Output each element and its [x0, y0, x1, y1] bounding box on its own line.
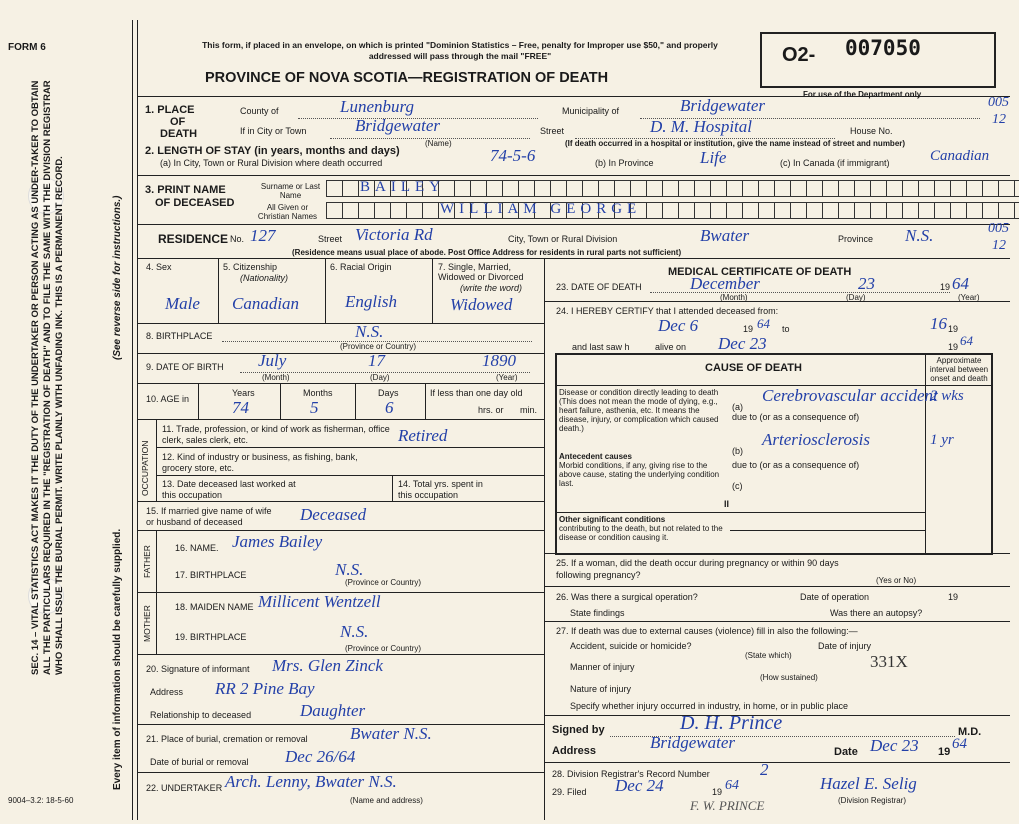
- cause-c-label: (c): [732, 481, 743, 491]
- letter-box: [870, 180, 887, 197]
- age-months: 5: [310, 398, 319, 417]
- letter-box: [950, 180, 967, 197]
- given-boxes: [326, 202, 1019, 219]
- dod-year: 64: [952, 274, 969, 293]
- letter-box: [886, 202, 903, 219]
- dept-code: 12: [992, 112, 1006, 127]
- letter-box: [486, 180, 503, 197]
- letter-box: [326, 180, 343, 197]
- residence-city-label: City, Town or Rural Division: [508, 234, 618, 244]
- burial-place-label: 21. Place of burial, cremation or removal: [146, 734, 308, 744]
- age-days: 6: [385, 398, 394, 417]
- letter-box: [838, 180, 855, 197]
- place-label: DEATH: [160, 128, 198, 140]
- mother-side-label: MOTHER: [142, 605, 152, 642]
- external-causes-label: 27. If death was due to external causes (violence) fill in also the following:—: [556, 626, 858, 636]
- letter-box: [806, 202, 823, 219]
- hrs-label: hrs. or: [478, 405, 504, 415]
- occupation-11-label: 11. Trade, profession, or kind of work as fisherman, office clerk, sales clerk, etc.: [162, 424, 390, 445]
- letter-box: [678, 202, 695, 219]
- dob-label: 9. DATE OF BIRTH: [146, 362, 224, 372]
- race-value: English: [345, 292, 397, 311]
- attended-yr-prefix: 19: [743, 324, 754, 334]
- birthplace-label: 8. BIRTHPLACE: [146, 331, 213, 341]
- md-label: M.D.: [958, 726, 982, 738]
- to-label: to: [782, 324, 790, 334]
- dob-month: July: [258, 351, 287, 370]
- father-name-label: 16. NAME.: [175, 543, 219, 553]
- letter-box: [518, 180, 535, 197]
- dod-day-caption: (Day): [846, 293, 866, 302]
- letter-box: [966, 202, 983, 219]
- residence-street: Victoria Rd: [355, 225, 433, 244]
- less-than-day-label: If less than one day old: [430, 388, 523, 398]
- surgery-label: 26. Was there a surgical operation?: [556, 592, 698, 602]
- age-years: 74: [232, 398, 249, 417]
- letter-box: [886, 180, 903, 197]
- letter-box: [854, 180, 871, 197]
- dod-day: 23: [858, 274, 875, 293]
- name-label: 3. PRINT NAME: [145, 184, 226, 196]
- letter-box: [918, 180, 935, 197]
- cause-b-label: (b): [732, 446, 743, 456]
- informant-sig-label: 20. Signature of informant: [146, 664, 250, 674]
- father-bp-caption: (Province or Country): [345, 578, 422, 587]
- undertaker-label: 22. UNDERTAKER: [146, 783, 223, 793]
- letter-box: [598, 180, 615, 197]
- letter-box: [998, 180, 1015, 197]
- alive-on-value: Dec 23: [718, 334, 767, 353]
- interval-header: Approximate interval between onset and death: [929, 356, 989, 383]
- letter-box: [790, 180, 807, 197]
- letter-box: [966, 180, 983, 197]
- citizenship-label: 5. Citizenship: [223, 262, 278, 272]
- letter-box: [774, 202, 791, 219]
- letter-box: [470, 180, 487, 197]
- letter-box: [550, 180, 567, 197]
- letter-box: [742, 180, 759, 197]
- department-use-label: For use of the Department only: [803, 90, 922, 99]
- filed-year: 64: [725, 778, 739, 793]
- citizenship-value: Canadian: [232, 294, 300, 313]
- certify-label: 24. I HEREBY CERTIFY that I attended deceased from:: [556, 306, 779, 316]
- letter-box: [646, 202, 663, 219]
- dod-label: 23. DATE OF DEATH: [556, 282, 642, 292]
- informant-rel-label: Relationship to deceased: [150, 710, 252, 720]
- stay-a-label: (a) In City, Town or Rural Division where death occurred: [160, 158, 383, 168]
- occupation-12-label: 12. Kind of industry or business, as fishing, bank, grocery store, etc.: [162, 452, 358, 473]
- filed-date: Dec 24: [615, 776, 664, 795]
- pregnancy-label: 25. If a woman, did the death occur during pregnancy or within 90 days following pregnancy?: [556, 558, 839, 580]
- letter-box: [822, 180, 839, 197]
- manner-label: Manner of injury: [570, 662, 635, 672]
- dept-code: 005: [988, 95, 1009, 110]
- letter-box: [694, 180, 711, 197]
- physician-yr-prefix: 19: [938, 746, 951, 758]
- letter-box: [326, 202, 343, 219]
- county-value: Lunenburg: [340, 97, 414, 116]
- residence-no-label: No.: [230, 234, 245, 244]
- dod-year-prefix: 19: [940, 282, 951, 292]
- letter-box: [582, 180, 599, 197]
- stay-b-label: (b) In Province: [595, 158, 654, 168]
- mother-name-label: 18. MAIDEN NAME: [175, 602, 254, 612]
- letter-box: [950, 202, 967, 219]
- marital-label: 7. Single, Married, Widowed or Divorced: [438, 262, 524, 282]
- letter-box: [934, 202, 951, 219]
- sex-value: Male: [165, 294, 200, 313]
- letter-box: [854, 202, 871, 219]
- occupation-13-label: 13. Date deceased last worked at this occupation: [162, 479, 296, 500]
- dept-code: 12: [992, 238, 1006, 253]
- days-label: Days: [378, 388, 399, 398]
- residence-city: Bwater: [700, 226, 750, 245]
- letter-box: [662, 180, 679, 197]
- antecedent-label: Antecedent causes: [559, 452, 632, 461]
- residence-no: 127: [250, 226, 276, 245]
- operation-yr-prefix: 19: [948, 592, 959, 602]
- place-label: 1. PLACE: [145, 104, 195, 116]
- attended-to: 16: [930, 314, 947, 333]
- stay-b-value: Life: [700, 148, 727, 167]
- municipality-value: Bridgewater: [680, 96, 765, 115]
- given-value: WILLIAM GEORGE: [440, 201, 642, 217]
- letter-box: [534, 180, 551, 197]
- hospital-note: (If death occurred in a hospital or institution, give the name instead of street and number): [565, 139, 906, 148]
- letter-box: [742, 202, 759, 219]
- years-label: Years: [232, 388, 255, 398]
- filed-yr-prefix: 19: [712, 787, 723, 797]
- alive-yr-prefix: 19: [948, 342, 959, 352]
- record-number-label: 28. Division Registrar's Record Number: [552, 769, 710, 779]
- physician-signature: D. H. Prince: [680, 712, 783, 734]
- undertaker-value: Arch. Lenny, Bwater N.S.: [225, 772, 397, 791]
- residence-label: RESIDENCE: [158, 232, 229, 246]
- dod-month: December: [690, 274, 760, 293]
- county-label: County of: [240, 106, 279, 116]
- filed-label: 29. Filed: [552, 787, 587, 797]
- letter-box: [614, 180, 631, 197]
- physician-addr-label: Address: [552, 745, 597, 757]
- father-bp: N.S.: [335, 560, 364, 579]
- letter-box: [726, 202, 743, 219]
- letter-box: [710, 180, 727, 197]
- marital-sub: (write the word): [460, 283, 523, 293]
- letter-box: [710, 202, 727, 219]
- registration-number: 007050: [845, 36, 921, 60]
- alive-on-label: alive on: [655, 342, 687, 352]
- residence-street-label: Street: [318, 234, 343, 244]
- father-bp-label: 17. BIRTHPLACE: [175, 570, 247, 580]
- letter-box: [758, 180, 775, 197]
- letter-box: [998, 202, 1015, 219]
- dob-day: 17: [368, 351, 385, 370]
- mother-name: Millicent Wentzell: [258, 592, 381, 611]
- mother-bp-caption: (Province or Country): [345, 644, 422, 653]
- undertaker-caption: (Name and address): [350, 796, 423, 805]
- stamp-code: 331X: [870, 652, 908, 671]
- min-label: min.: [520, 405, 538, 415]
- cause-b-interval: 1 yr: [930, 432, 954, 448]
- antecedent-sub: Morbid conditions, if any, giving rise to the above cause, stating the underlying condition last.: [559, 461, 720, 488]
- act-notice: SEC. 14 – VITAL STATISTICS ACT MAKES IT THE DUTY OF THE UNDERTAKER OR PERSON ACTING AS UNDER-TAKER TO OBTAIN ALL THE PARTICULARS REQUIRED IN THE "REGISTRATION OF DEATH" AND TO FILE THE SAME WITH THE DIVISION REGISTRAR WHO SHALL ISSUE THE BURIAL PERMIT. WRITE PLAINLY WITH UNFADING INK. THIS IS A PERMANENT RECORD.: [30, 80, 65, 675]
- other-conditions-sub: contributing to the death, but not related to the disease or condition causing it.: [559, 524, 723, 542]
- informant-address: RR 2 Pine Bay: [215, 679, 315, 698]
- cause-title: CAUSE OF DEATH: [705, 362, 802, 374]
- occupation-11-value: Retired: [398, 426, 448, 445]
- surname-label: Surname or Last Name: [260, 182, 321, 200]
- letter-box: [374, 202, 391, 219]
- informant-relationship: Daughter: [300, 701, 366, 720]
- cause-a-label: (a): [732, 402, 743, 412]
- street-value: D. M. Hospital: [650, 117, 752, 136]
- letter-box: [662, 202, 679, 219]
- letter-box: [934, 180, 951, 197]
- registration-prefix: O2-: [782, 44, 816, 66]
- residence-prov: N.S.: [905, 226, 934, 245]
- form-title: PROVINCE OF NOVA SCOTIA—REGISTRATION OF DEATH: [205, 70, 609, 86]
- registrar-signature: Hazel E. Selig: [820, 774, 917, 793]
- city-value: Bridgewater: [355, 116, 440, 135]
- place-label: OF: [170, 116, 186, 128]
- occupation-side-label: OCCUPATION: [140, 440, 150, 496]
- stay-a-value: 74-5-6: [490, 146, 536, 165]
- letter-box: [406, 202, 423, 219]
- letter-box: [630, 180, 647, 197]
- letter-box: [1014, 202, 1019, 219]
- physician-date-label: Date: [834, 746, 858, 758]
- attended-from-year: 64: [757, 316, 770, 331]
- medical-title: MEDICAL CERTIFICATE OF DEATH: [668, 266, 852, 278]
- street-label: Street: [540, 126, 565, 136]
- letter-box: [982, 180, 999, 197]
- record-number: 2: [760, 760, 769, 779]
- part-two-label: II: [724, 499, 730, 509]
- letter-box: [390, 202, 407, 219]
- letter-box: [358, 202, 375, 219]
- operation-date-label: Date of operation: [800, 592, 870, 602]
- citizenship-sub: (Nationality): [240, 273, 289, 283]
- birthplace-value: N.S.: [355, 322, 384, 341]
- age-label: 10. AGE in: [146, 394, 190, 404]
- other-conditions-label: Other significant conditions: [559, 515, 666, 524]
- mother-bp-label: 19. BIRTHPLACE: [175, 632, 247, 642]
- city-label: If in City or Town: [240, 126, 307, 136]
- mail-notice: This form, if placed in an envelope, on which is printed "Dominion Statistics – Free, penalty for Improper use $50," and properly addressed will pass through the mail "FREE": [202, 40, 718, 61]
- reverse-notice: (See reverse side for instructions.): [112, 195, 123, 360]
- municipality-label: Municipality of: [562, 106, 620, 116]
- burial-date-label: Date of burial or removal: [150, 757, 249, 767]
- months-label: Months: [303, 388, 333, 398]
- yes-no-caption: (Yes or No): [876, 576, 917, 585]
- letter-box: [726, 180, 743, 197]
- findings-label: State findings: [570, 608, 625, 618]
- dob-month-caption: (Month): [262, 373, 290, 382]
- letter-box: [422, 202, 439, 219]
- fw-prince-stamp: F. W. PRINCE: [690, 798, 765, 813]
- due-to-label: due to (or as a consequence of): [732, 412, 860, 422]
- stay-c-label: (c) In Canada (if immigrant): [780, 158, 890, 168]
- due-to-label: due to (or as a consequence of): [732, 460, 860, 470]
- burial-place: Bwater N.S.: [350, 724, 432, 743]
- letter-box: [646, 180, 663, 197]
- spouse-label: 15. If married give name of wife or husband of deceased: [146, 506, 272, 527]
- attended-to-prefix: 19: [948, 324, 959, 334]
- physician-year: 64: [952, 736, 967, 752]
- letter-box: [694, 202, 711, 219]
- letter-box: [774, 180, 791, 197]
- letter-box: [806, 180, 823, 197]
- footer-code: 9004–3.2: 18-5-60: [8, 796, 74, 805]
- letter-box: [1014, 180, 1019, 197]
- letter-box: [342, 202, 359, 219]
- physician-date: Dec 23: [870, 736, 919, 755]
- spouse-value: Deceased: [300, 505, 367, 524]
- letter-box: [870, 202, 887, 219]
- letter-box: [790, 202, 807, 219]
- surname-value: BAILEY: [360, 179, 445, 195]
- stay-c-value: Canadian: [930, 148, 990, 164]
- race-label: 6. Racial Origin: [330, 262, 392, 272]
- given-label: All Given or Christian Names: [257, 203, 318, 221]
- informant-signature: Mrs. Glen Zinck: [272, 656, 383, 675]
- how-caption: (How sustained): [760, 673, 818, 682]
- autopsy-label: Was there an autopsy?: [830, 608, 923, 618]
- dob-year: 1890: [482, 351, 516, 370]
- informant-addr-label: Address: [150, 687, 184, 697]
- alive-year: 64: [960, 333, 973, 348]
- dob-day-caption: (Day): [370, 373, 390, 382]
- house-label: House No.: [850, 126, 893, 136]
- injury-date-label: Date of injury: [818, 641, 872, 651]
- signed-label: Signed by: [552, 724, 605, 736]
- occupation-14-label: 14. Total yrs. spent in this occupation: [398, 479, 483, 500]
- letter-box: [678, 180, 695, 197]
- specify-label: Specify whether injury occurred in industry, in home, or in public place: [570, 701, 848, 711]
- nature-label: Nature of injury: [570, 684, 632, 694]
- letter-box: [454, 180, 471, 197]
- letter-box: [758, 202, 775, 219]
- last-saw-label: and last saw h: [572, 342, 630, 352]
- supply-notice: Every item of information should be carefully supplied.: [112, 528, 123, 790]
- dod-year-caption: (Year): [958, 293, 980, 302]
- letter-box: [342, 180, 359, 197]
- marital-value: Widowed: [450, 295, 513, 314]
- disease-label: Disease or condition directly leading to death (This does not mean the mode of dying, e.g., heart failure, asthenia, etc. It means the disease, injury, or complication which caused death.): [559, 388, 719, 433]
- letter-box: [902, 180, 919, 197]
- letter-box: [902, 202, 919, 219]
- father-name: James Bailey: [232, 532, 323, 551]
- letter-box: [982, 202, 999, 219]
- residence-prov-label: Province: [838, 234, 874, 244]
- dod-month-caption: (Month): [720, 293, 748, 302]
- father-side-label: FATHER: [142, 545, 152, 578]
- dob-year-caption: (Year): [496, 373, 518, 382]
- state-which-caption: (State which): [745, 651, 792, 660]
- mother-bp: N.S.: [340, 622, 369, 641]
- form-number: FORM 6: [8, 42, 46, 53]
- attended-from: Dec 6: [658, 316, 699, 335]
- name-label: OF DECEASED: [155, 197, 235, 209]
- birthplace-caption: (Province or Country): [340, 342, 417, 351]
- stay-label: 2. LENGTH OF STAY (in years, months and days): [145, 145, 400, 157]
- registrar-caption: (Division Registrar): [838, 796, 907, 805]
- letter-box: [838, 202, 855, 219]
- cause-a-value: Cerebrovascular accident: [762, 386, 938, 405]
- cause-a-interval: 2 wks: [930, 388, 964, 404]
- letter-box: [502, 180, 519, 197]
- sex-label: 4. Sex: [146, 262, 172, 272]
- letter-box: [822, 202, 839, 219]
- letter-box: [918, 202, 935, 219]
- cause-b-value: Arteriosclerosis: [762, 430, 870, 449]
- dept-code: 005: [988, 221, 1009, 236]
- accident-label: Accident, suicide or homicide?: [570, 641, 692, 651]
- letter-box: [566, 180, 583, 197]
- city-caption: (Name): [425, 139, 452, 148]
- physician-address: Bridgewater: [650, 733, 735, 752]
- burial-date: Dec 26/64: [285, 747, 356, 766]
- residence-note: (Residence means usual place of abode. Post Office Address for residents in rural parts not sufficient): [292, 248, 682, 257]
